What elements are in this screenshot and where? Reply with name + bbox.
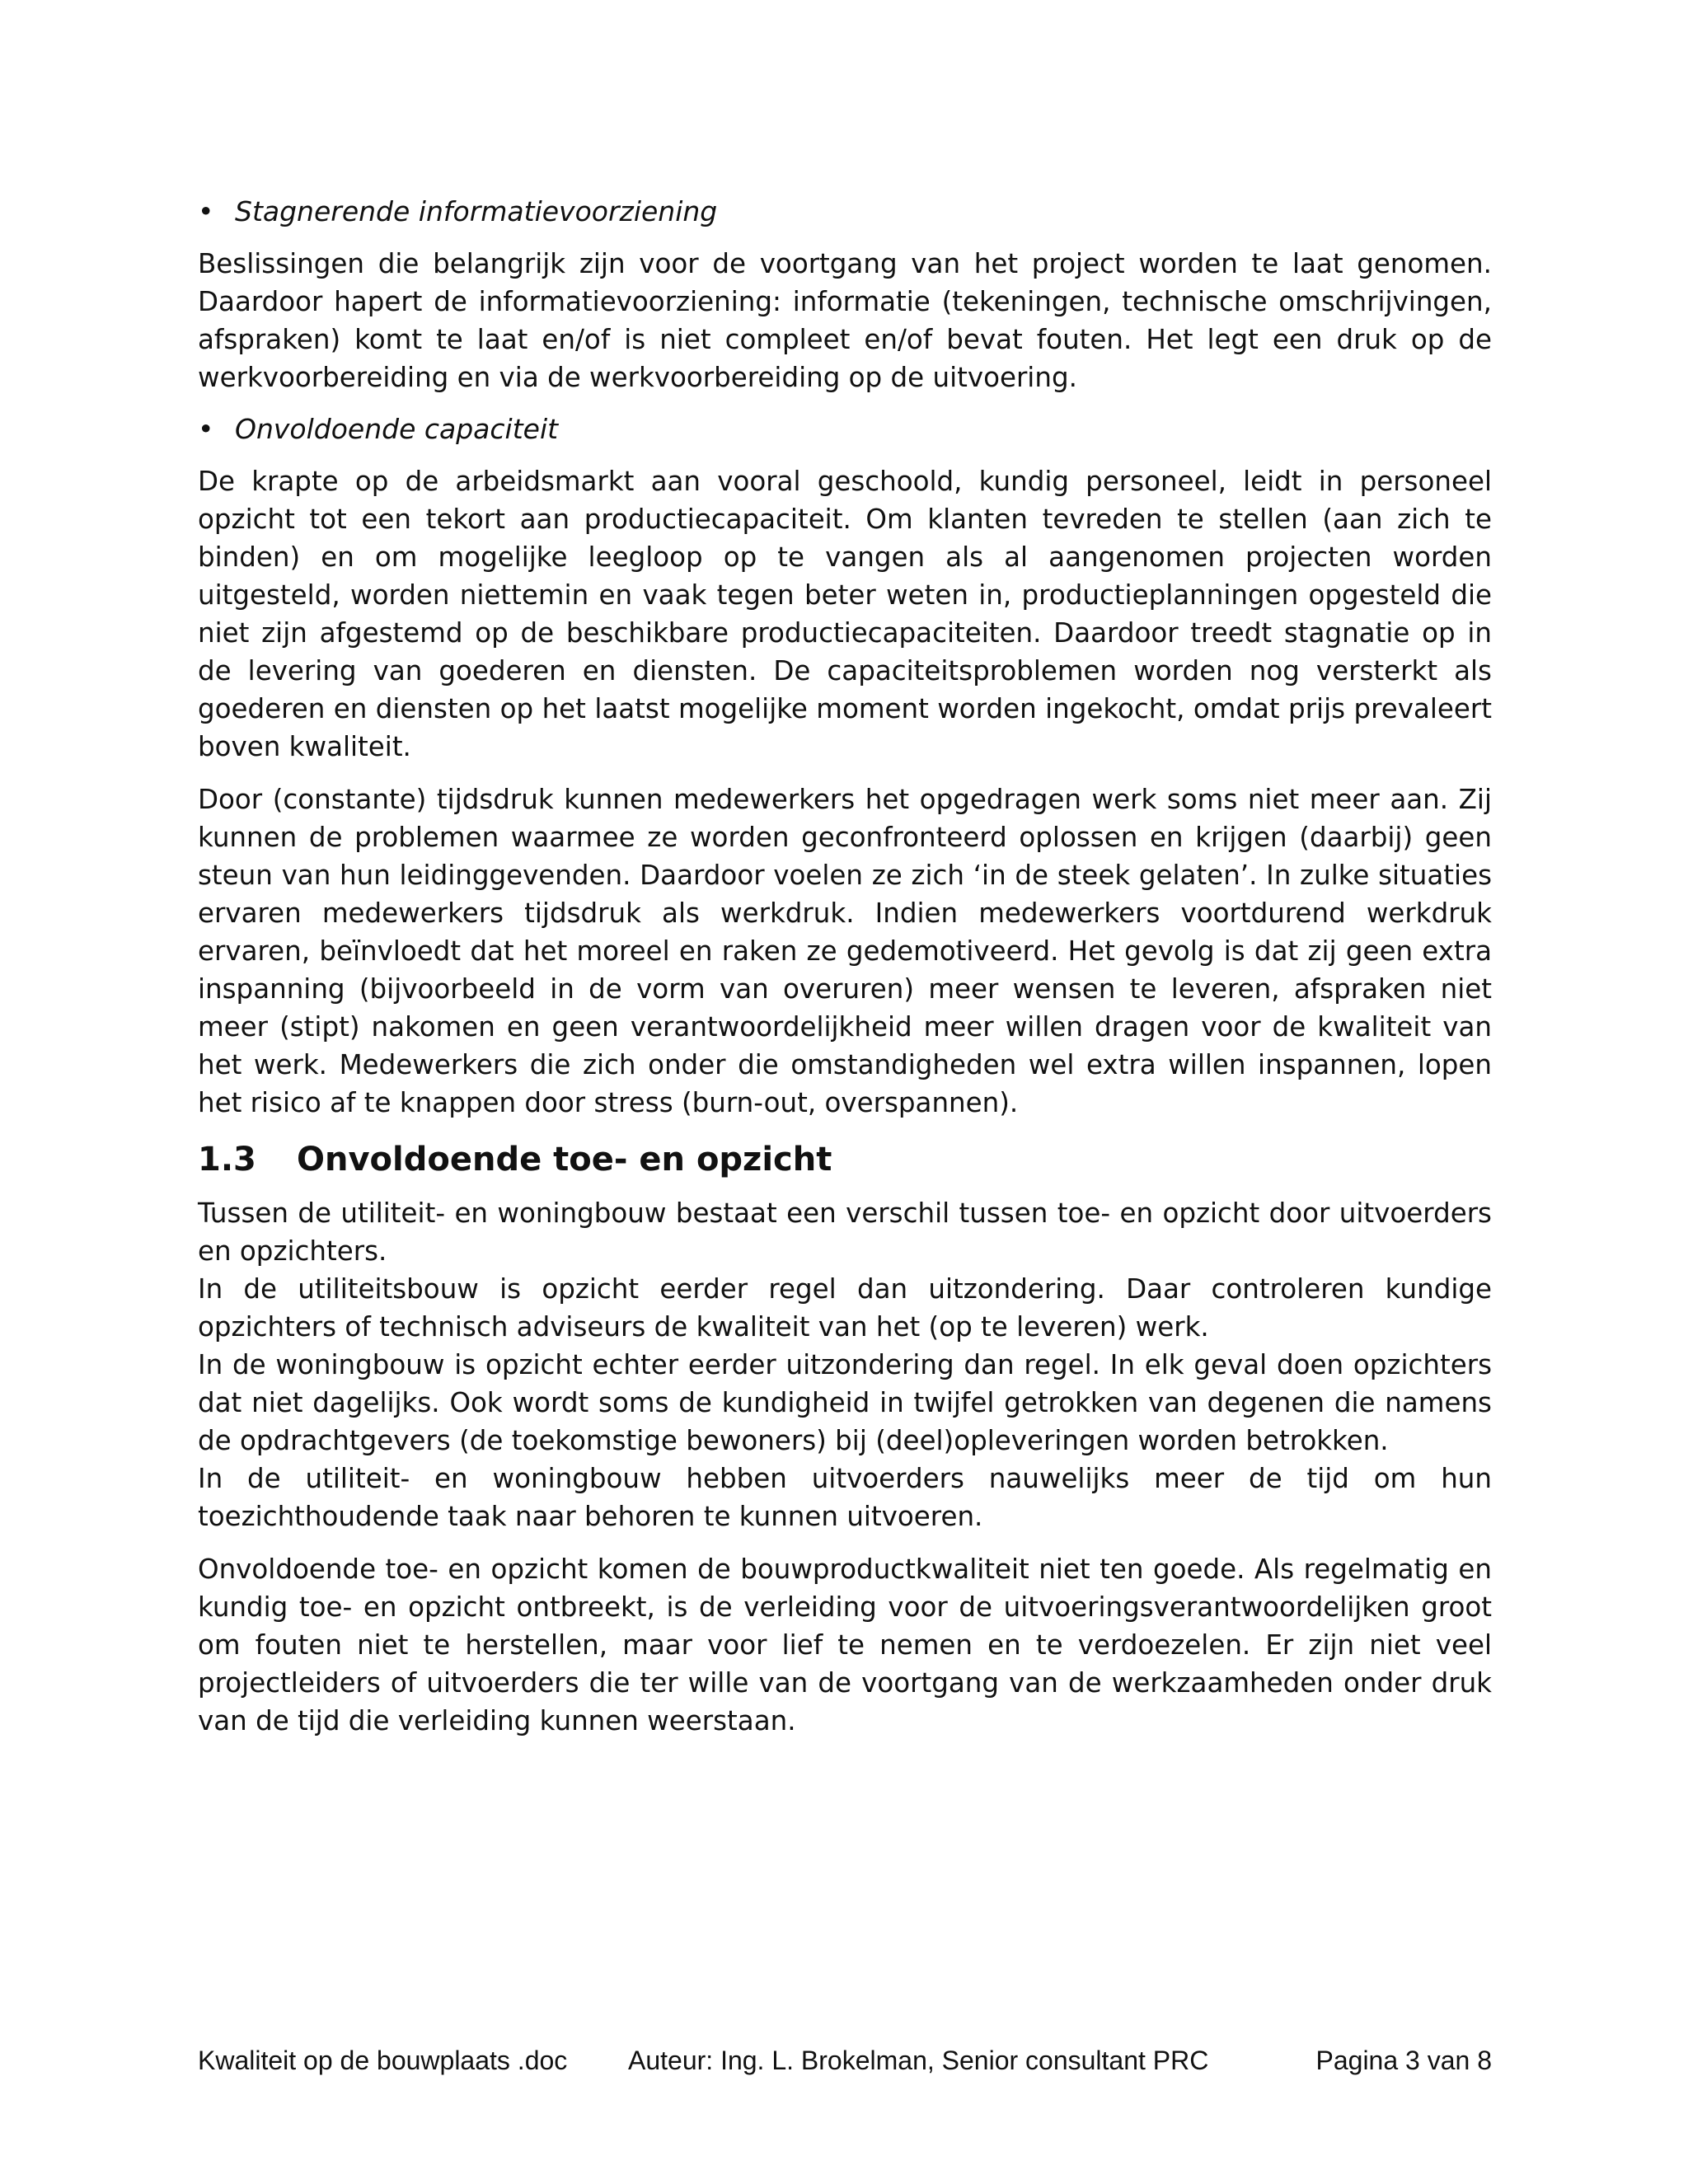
bullet-item	[198, 194, 1492, 230]
bullet-text: Stagnerende informatievoorziening	[235, 195, 718, 227]
footer-author: Auteur: Ing. L. Brokelman, Senior consultant PRC	[628, 2046, 1209, 2075]
paragraph: In de utiliteit- en woningbouw hebben uitvoerders nauwelijks meer de tijd om hun toezichthoudende taak naar behoren te kunnen uitvoeren.	[198, 1463, 1492, 1532]
paragraph: Door (constante) tijdsdruk kunnen medewerkers het opgedragen werk soms niet meer aan. Zij kunnen de problemen waarmee ze worden geconfronteerd oplossen en krijgen (daarbij) geen steun van hun leidinggevenden. Daardoor voelen ze zich ‘in de steek gelaten’. In zulke situaties ervaren medewerkers tijdsdruk als werkdruk. Indien medewerkers voortdurend werkdruk ervaren, beïnvloedt dat het moreel en raken ze gedemotiveerd. Het gevolg is dat zij geen extra inspanning (bijvoorbeeld in de vorm van overuren) meer wensen te leveren, afspraken niet meer (stipt) nakomen en geen verantwoordelijkheid meer willen dragen voor de kwaliteit van het werk. Medewerkers die zich onder die omstandigheden wel extra willen inspannen, lopen het risico af te knappen door stress (burn-out, overspannen).	[198, 784, 1492, 1118]
section-heading	[198, 1137, 1492, 1183]
bullet-item	[198, 411, 1492, 448]
paragraph: In de utiliteitsbouw is opzicht eerder regel dan uitzondering. Daar controleren kundige opzichters of technisch adviseurs de kwaliteit van het (op te leveren) werk.	[198, 1273, 1492, 1343]
footer-page-number: Pagina 3 van 8	[1315, 2046, 1492, 2075]
document-body	[198, 194, 1492, 1755]
heading-title: Onvoldoende toe- en opzicht	[297, 1141, 832, 1179]
bullet-text: Onvoldoende capaciteit	[235, 413, 559, 445]
footer-filename: Kwaliteit op de bouwplaats .doc	[198, 2046, 568, 2075]
paragraph: Tussen de utiliteit- en woningbouw bestaat een verschil tussen toe- en opzicht door uitvoerders en opzichters.	[198, 1197, 1492, 1267]
paragraph: In de woningbouw is opzicht echter eerder uitzondering dan regel. In elk geval doen opzichters dat niet dagelijks. Ook wordt soms de kundigheid in twijfel getrokken van degenen die namens de opdrachtgevers (de toekomstige bewoners) bij (deel)opleveringen worden betrokken.	[198, 1349, 1492, 1456]
paragraph: De krapte op de arbeidsmarkt aan vooral geschoold, kundig personeel, leidt in personeel opzicht tot een tekort aan productiecapaciteit. Om klanten tevreden te stellen (aan zich te binden) en om mogelijke leegloop op te vangen als al aangenomen projecten worden uitgesteld, worden niettemin en vaak tegen beter weten in, productieplanningen opgesteld die niet zijn afgestemd op de beschikbare productiecapaciteiten. Daardoor treedt stagnatie op in de levering van goederen en diensten. De capaciteitsproblemen worden nog versterkt als goederen en diensten op het laatst mogelijke moment worden ingekocht, omdat prijs prevaleert boven kwaliteit.	[198, 466, 1492, 762]
bullet-icon: •	[198, 195, 214, 227]
bullet-icon: •	[198, 413, 214, 445]
paragraph: Onvoldoende toe- en opzicht komen de bouwproductkwaliteit niet ten goede. Als regelmatig en kundig toe- en opzicht ontbreekt, is de verleiding voor de uitvoeringsverantwoordelijken groot om fouten niet te herstellen, maar voor lief te nemen en te verdoezelen. Er zijn niet veel projectleiders of uitvoerders die ter wille van de voortgang van de werkzaamheden onder druk van de tijd die verleiding kunnen weerstaan.	[198, 1554, 1492, 1736]
paragraph: Beslissingen die belangrijk zijn voor de voortgang van het project worden te laat genomen. Daardoor hapert de informatievoorziening: informatie (tekeningen, technische omschrijvingen, afspraken) komt te laat en/of is niet compleet en/of bevat fouten. Het legt een druk op de werkvoorbereiding en via de werkvoorbereiding op de uitvoering.	[198, 248, 1492, 393]
heading-number: 1.3	[198, 1141, 256, 1179]
